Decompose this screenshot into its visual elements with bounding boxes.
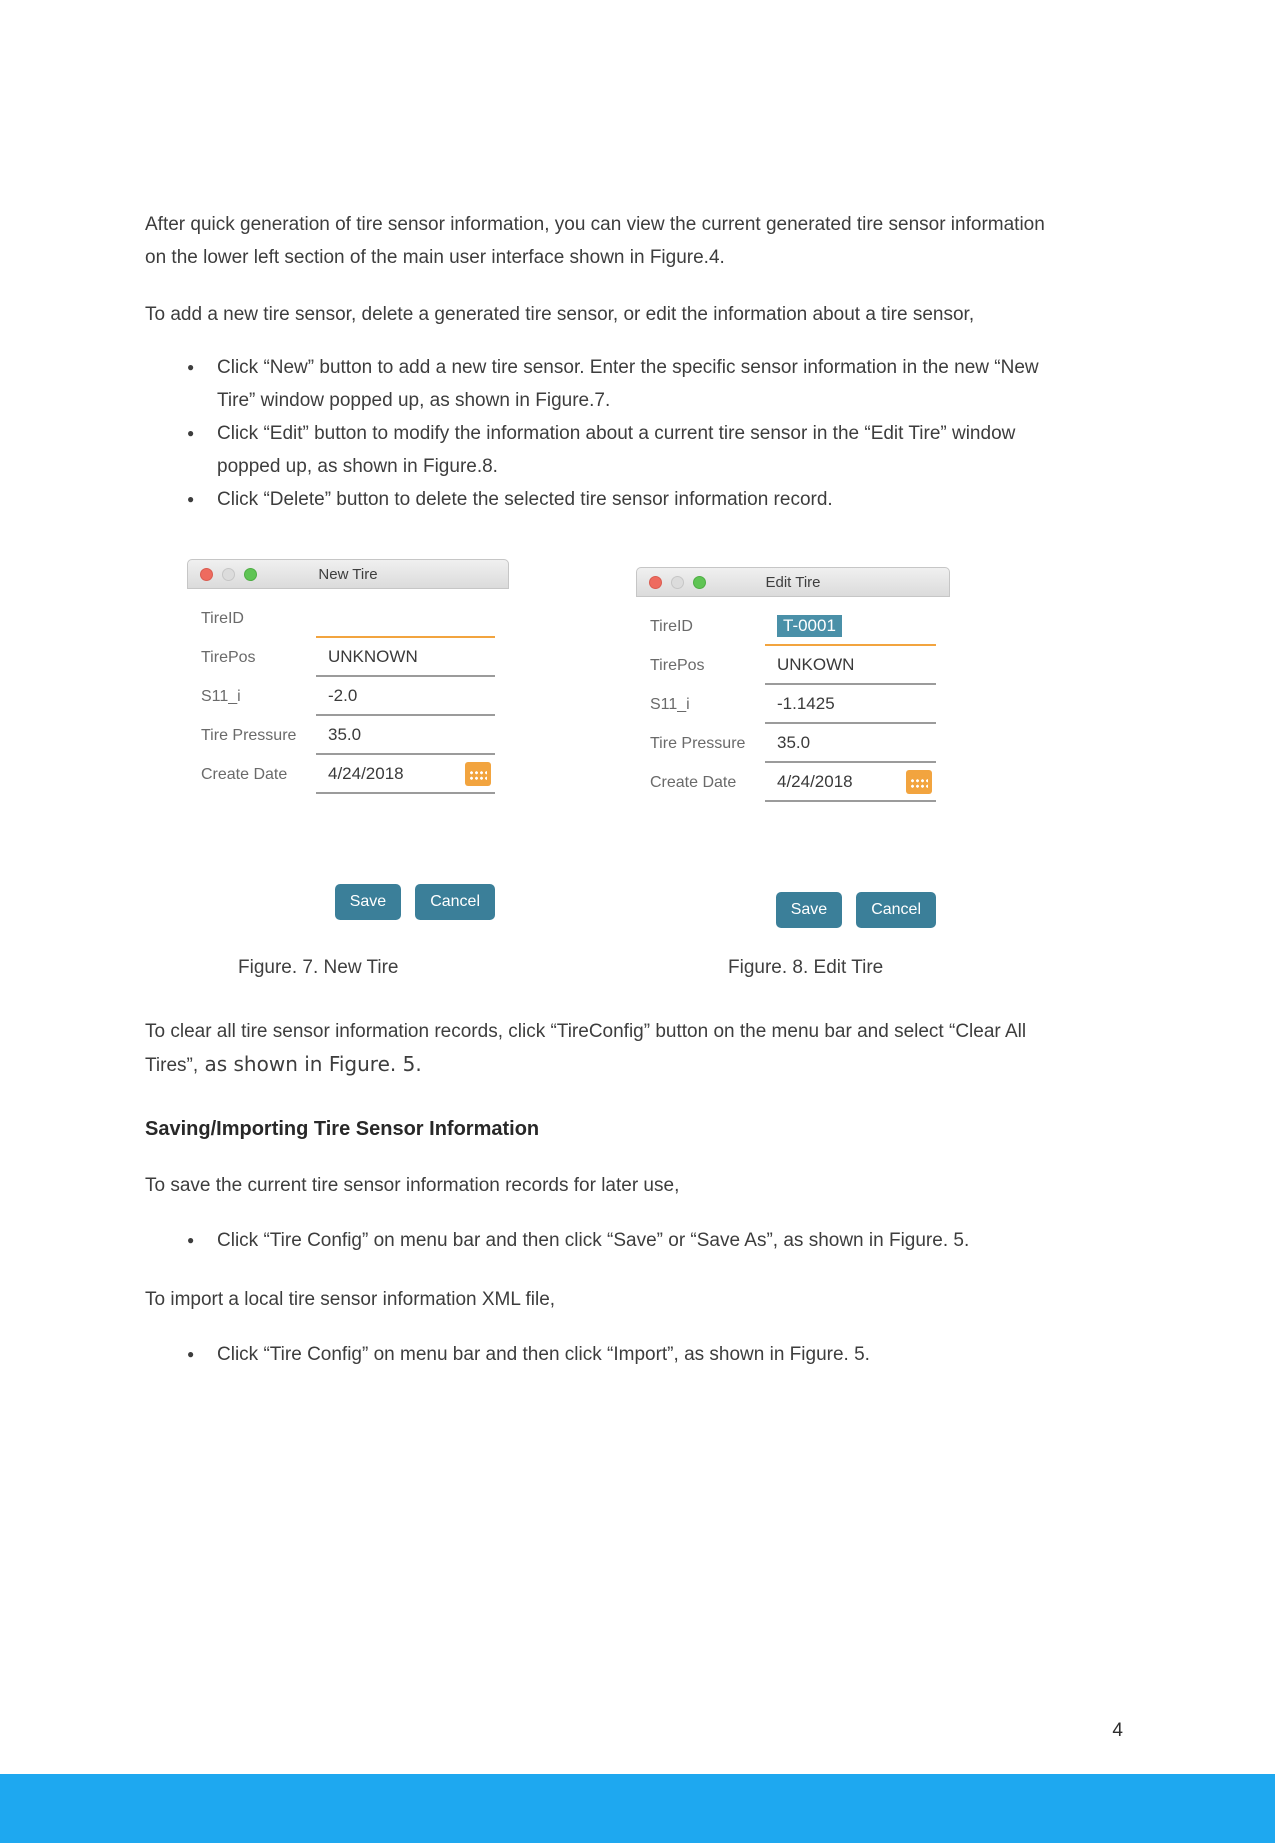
paragraph-clear-all-tail: as shown in Figure. 5. <box>198 1052 422 1076</box>
field-label: Tire Pressure <box>650 734 746 752</box>
s11i-input[interactable]: -2.0 <box>316 677 495 716</box>
bullet-save: ● Click “Tire Config” on menu bar and then click “Save” or “Save As”, as shown in Figure. 5. <box>145 1224 1067 1257</box>
paragraph-save: To save the current tire sensor information records for later use, <box>145 1175 680 1196</box>
figure-caption-new-tire: Figure. 7. New Tire <box>238 957 399 978</box>
window-title: Edit Tire <box>765 573 821 591</box>
field-row <box>650 685 936 724</box>
field-row <box>201 677 495 716</box>
close-icon[interactable] <box>200 568 213 581</box>
new-tire-titlebar[interactable] <box>187 559 509 589</box>
section-heading: Saving/Importing Tire Sensor Information <box>145 1118 540 1140</box>
save-button[interactable]: Save <box>776 892 842 928</box>
minimize-icon[interactable] <box>671 576 684 589</box>
new-tire-form <box>187 589 509 920</box>
field-label: S11_i <box>650 695 690 713</box>
cancel-button[interactable]: Cancel <box>415 884 495 920</box>
s11i-input[interactable]: -1.1425 <box>765 685 936 724</box>
cancel-button[interactable]: Cancel <box>856 892 936 928</box>
page-content <box>0 208 1275 1371</box>
paragraph-add-edit: To add a new tire sensor, delete a generated tire sensor, or edit the information about a tire sensor, <box>145 304 975 325</box>
dialog-buttons <box>650 892 936 928</box>
field-row <box>201 599 495 638</box>
field-label: S11_i <box>201 687 241 705</box>
bullet-edit: ● Click “Edit” button to modify the information about a current tire sensor in the “Edit Tire” window popped up, as shown in Figure.8. <box>145 417 1067 483</box>
save-button[interactable]: Save <box>335 884 401 920</box>
create-date-input[interactable]: 4/24/2018 <box>316 755 495 794</box>
edit-tire-dialog <box>636 567 950 928</box>
field-label: Create Date <box>201 765 288 783</box>
paragraph-intro: After quick generation of tire sensor information, you can view the current generated tire sensor information on the lower left section of the main user interface shown in Figure.4. <box>145 214 1045 268</box>
field-label: TirePos <box>650 656 705 674</box>
tireid-input[interactable] <box>316 599 495 638</box>
window-controls <box>200 568 257 581</box>
field-row <box>650 646 936 685</box>
field-row <box>650 607 936 646</box>
paragraph-clear-all-main: To clear all tire sensor information records, click “TireConfig” button on the menu bar and select “Clear All Tires”, <box>145 1021 1027 1076</box>
edit-tire-form <box>636 597 950 928</box>
paragraph-import: To import a local tire sensor information XML file, <box>145 1289 556 1310</box>
bullet-list-save <box>145 1224 1130 1257</box>
field-row <box>201 638 495 677</box>
field-row <box>201 755 495 794</box>
selected-text: T-0001 <box>777 615 842 637</box>
dialog-buttons <box>201 884 495 920</box>
field-label: Create Date <box>650 773 737 791</box>
tire-pressure-input[interactable]: 35.0 <box>316 716 495 755</box>
close-icon[interactable] <box>649 576 662 589</box>
field-row <box>201 716 495 755</box>
calendar-icon[interactable] <box>465 762 491 786</box>
figure-area <box>145 532 1130 987</box>
window-title: New Tire <box>318 565 378 583</box>
field-label: TireID <box>201 609 244 627</box>
zoom-icon[interactable] <box>244 568 257 581</box>
tirepos-input[interactable]: UNKOWN <box>765 646 936 685</box>
calendar-icon[interactable] <box>906 770 932 794</box>
figure-caption-edit-tire: Figure. 8. Edit Tire <box>728 957 884 978</box>
window-controls <box>649 576 706 589</box>
bullet-import: ● Click “Tire Config” on menu bar and then click “Import”, as shown in Figure. 5. <box>145 1338 1067 1371</box>
field-label: Tire Pressure <box>201 726 297 744</box>
page-number: 4 <box>1112 1720 1123 1741</box>
bullet-list-import <box>145 1338 1130 1371</box>
new-tire-dialog <box>187 559 509 920</box>
field-row <box>650 724 936 763</box>
tire-pressure-input[interactable]: 35.0 <box>765 724 936 763</box>
footer-accent-bar <box>0 1774 1275 1843</box>
bullet-list-actions <box>145 351 1130 516</box>
edit-tire-titlebar[interactable] <box>636 567 950 597</box>
create-date-input[interactable]: 4/24/2018 <box>765 763 936 802</box>
tirepos-input[interactable]: UNKNOWN <box>316 638 495 677</box>
field-label: TirePos <box>201 648 256 666</box>
bullet-delete: ● Click “Delete” button to delete the selected tire sensor information record. <box>145 483 1067 516</box>
tireid-input[interactable] <box>765 607 936 646</box>
zoom-icon[interactable] <box>693 576 706 589</box>
bullet-new: ● Click “New” button to add a new tire sensor. Enter the specific sensor information in the new “New Tire” window popped up, as shown in Figure.7. <box>145 351 1067 417</box>
field-label: TireID <box>650 617 693 635</box>
field-row <box>650 763 936 802</box>
paragraph-clear-all <box>145 1015 1050 1082</box>
minimize-icon[interactable] <box>222 568 235 581</box>
